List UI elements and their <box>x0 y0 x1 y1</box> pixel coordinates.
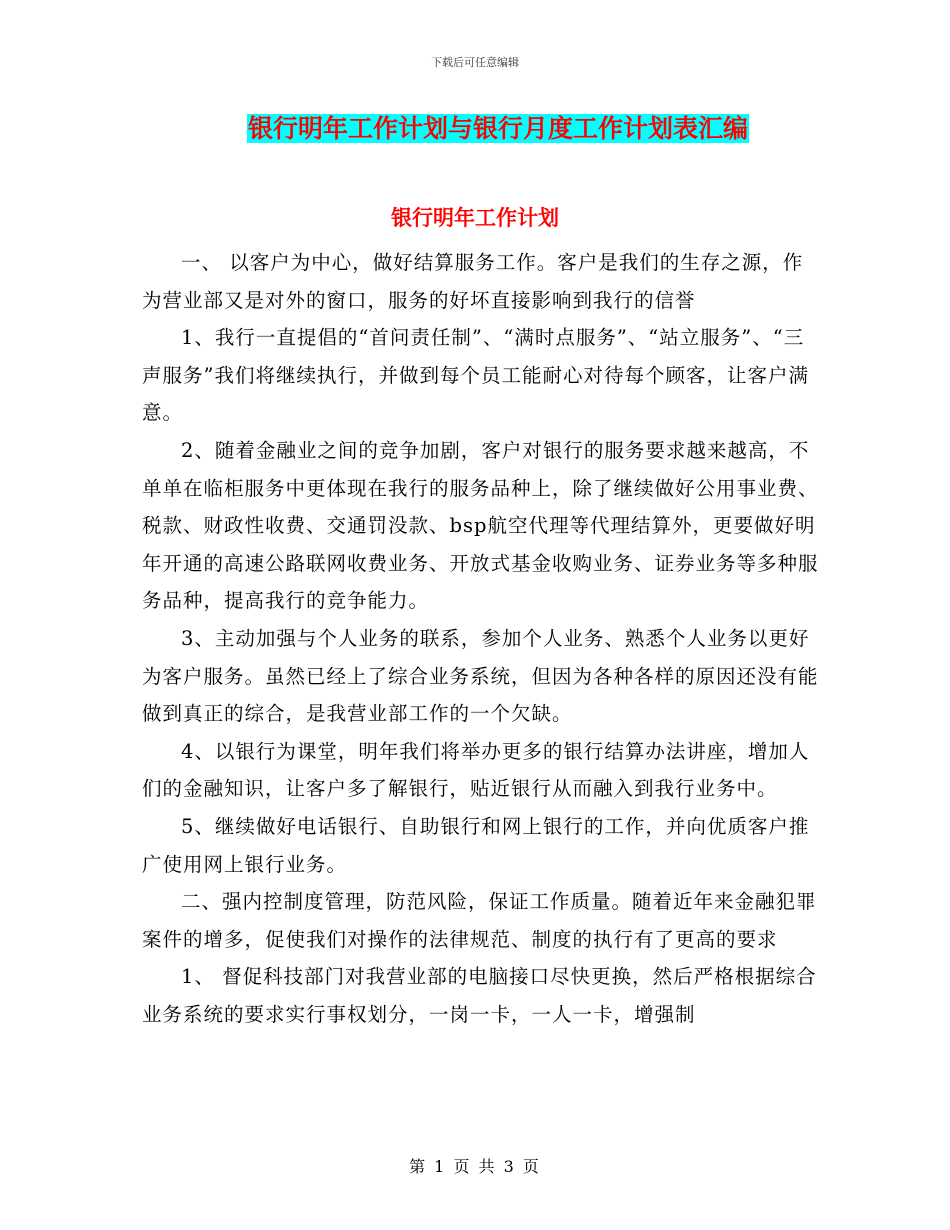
header-note: 下载后可任意编辑 <box>431 56 519 69</box>
section-title: 银行明年工作计划 <box>391 206 559 230</box>
paragraph: 2、随着金融业之间的竞争加剧，客户对银行的服务要求越来越高，不单单在临柜服务中更体现在我行的服务品种上，除了继续做好公用事业费、税款、财政性收费、交通罚没款、bsp航空代理等代理结算外，更要做好明年开通的高速公路联网收费业务、开放式基金收购业务、证券业务等多种服务品种，提高我行的竞争能力。 <box>142 438 819 613</box>
document-body <box>142 244 822 1033</box>
paragraph: 1、我行一直提倡的“首问责任制”、“满时点服务”、“站立服务”、“三声服务”我们将继续执行，并做到每个员工能耐心对待每个顾客，让客户满意。 <box>142 326 809 425</box>
paragraph: 3、主动加强与个人业务的联系，参加个人业务、熟悉个人业务以更好为客户服务。虽然已经上了综合业务系统，但因为各种各样的原因还没有能做到真正的综合，是我营业部工作的一个欠缺。 <box>142 626 819 726</box>
paragraph: 5、继续做好电话银行、自助银行和网上银行的工作，并向优质客户推广使用网上银行业务。 <box>142 814 810 876</box>
paragraph: 4、以银行为课堂，明年我们将举办更多的银行结算办法讲座，增加人们的金融知识，让客户多了解银行，贴近银行从而融入到我行业务中。 <box>142 739 810 801</box>
paragraph: 一、 以客户为中心，做好结算服务工作。客户是我们的生存之源，作为营业部又是对外的窗口，服务的好坏直接影响到我行的信誉 <box>142 251 804 312</box>
paragraph: 二、强内控制度管理，防范风险，保证工作质量。随着近年来金融犯罪案件的增多，促使我们对操作的法律规范、制度的执行有了更高的要求 <box>142 890 817 951</box>
page-footer: 第 1 页 共 3 页 <box>409 1157 541 1176</box>
document-title <box>0 112 950 146</box>
document-title-text: 银行明年工作计划与银行月度工作计划表汇编 <box>247 114 748 143</box>
paragraph: 1、 督促科技部门对我营业部的电脑接口尽快更换，然后严格根据综合业务系统的要求实行事权划分，一岗一卡，一人一卡，增强制 <box>142 965 817 1026</box>
